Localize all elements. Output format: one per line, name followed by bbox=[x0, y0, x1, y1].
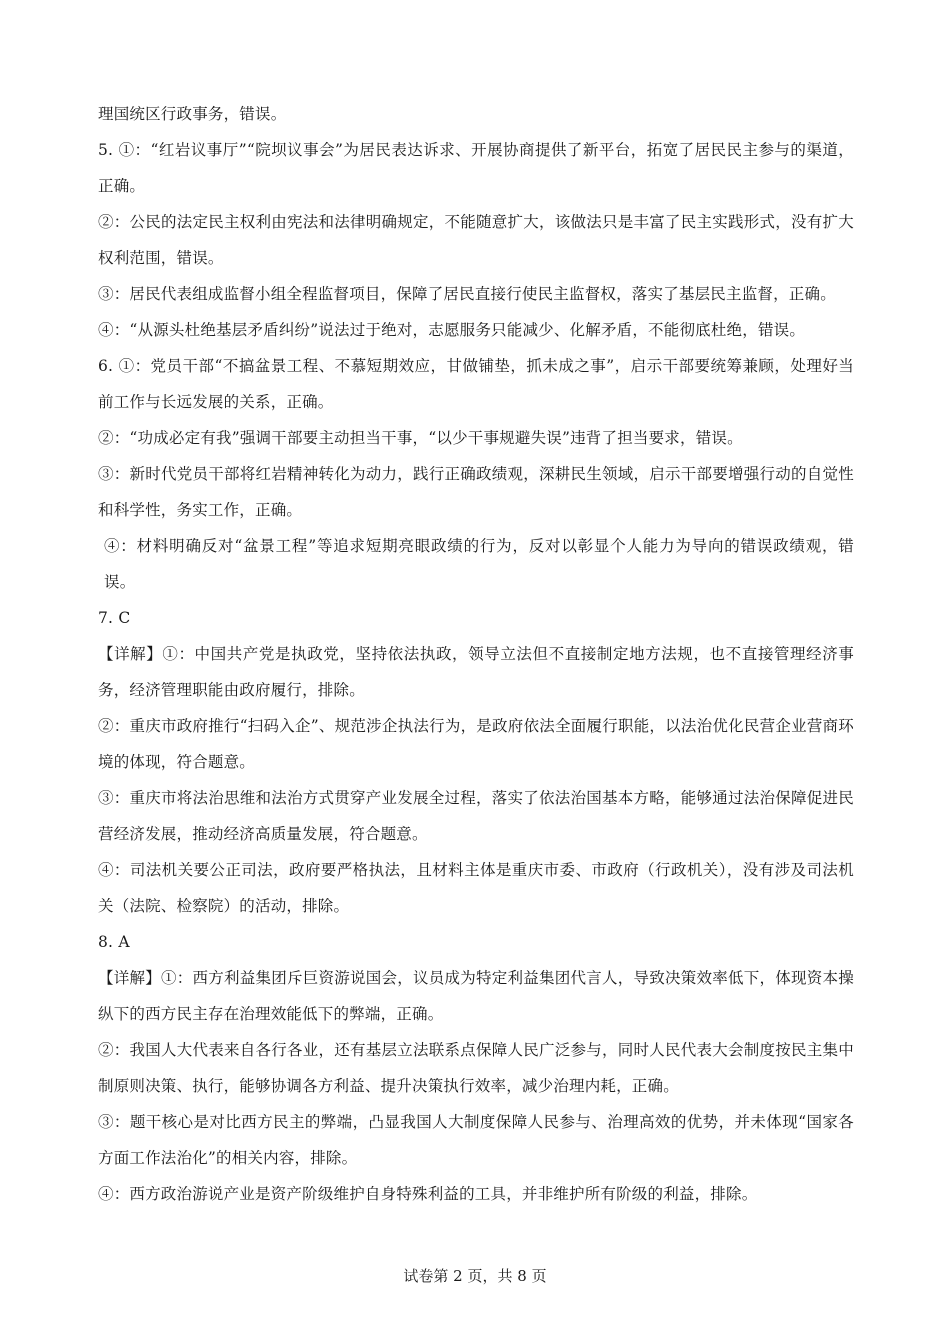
answer-5-item-1: 5. ①：“红岩议事厅”“院坝议事会”为居民表达诉求、开展协商提供了新平台，拓宽了居民民主参与的渠道，正确。 bbox=[98, 141, 854, 195]
document-body bbox=[98, 96, 854, 1212]
answer-8-detail-3: ③：题干核心是对比西方民主的弊端，凸显我国人大制度保障人民参与、治理高效的优势，并未体现“国家各方面工作法治化”的相关内容，排除。 bbox=[98, 1113, 854, 1167]
page-footer: 试卷第 2 页，共 8 页 bbox=[403, 1267, 547, 1285]
answer-5-item-2: ②：公民的法定民主权利由宪法和法律明确规定，不能随意扩大，该做法只是丰富了民主实践形式，没有扩大权利范围，错误。 bbox=[98, 213, 854, 267]
answer-6-item-2: ②：“功成必定有我”强调干部要主动担当干事，“以少干事规避失误”违背了担当要求，错误。 bbox=[98, 429, 743, 447]
answer-5-item-3: ③：居民代表组成监督小组全程监督项目，保障了居民直接行使民主监督权，落实了基层民主监督，正确。 bbox=[98, 285, 836, 303]
answer-6-item-3: ③：新时代党员干部将红岩精神转化为动力，践行正确政绩观，深耕民生领域，启示干部要增强行动的自觉性和科学性，务实工作，正确。 bbox=[98, 465, 854, 519]
answer-5-item-4: ④：“从源头杜绝基层矛盾纠纷”说法过于绝对，志愿服务只能减少、化解矛盾，不能彻底杜绝，错误。 bbox=[98, 321, 806, 339]
answer-8-heading: 8. A bbox=[98, 933, 130, 951]
answer-6-item-1: 6. ①：党员干部“不搞盆景工程、不慕短期效应，甘做铺垫，抓未成之事”，启示干部要统筹兼顾，处理好当前工作与长远发展的关系，正确。 bbox=[98, 357, 854, 411]
answer-7-heading: 7. C bbox=[98, 609, 131, 627]
answer-8-detail-4: ④：西方政治游说产业是资产阶级维护自身特殊利益的工具，并非维护所有阶级的利益，排除。 bbox=[98, 1185, 758, 1203]
answer-7-detail-4: ④：司法机关要公正司法，政府要严格执法，且材料主体是重庆市委、市政府（行政机关），没有涉及司法机关（法院、检察院）的活动，排除。 bbox=[98, 861, 854, 915]
answer-7-detail-2: ②：重庆市政府推行“扫码入企”、规范涉企执法行为，是政府依法全面履行职能，以法治优化民营企业营商环境的体现，符合题意。 bbox=[98, 717, 854, 771]
answer-8-detail-2: ②：我国人大代表来自各行各业，还有基层立法联系点保障人民广泛参与，同时人民代表大会制度按民主集中制原则决策、执行，能够协调各方利益、提升决策执行效率，减少治理内耗，正确。 bbox=[98, 1041, 854, 1095]
answer-8-detail-1: 【详解】①：西方利益集团斥巨资游说国会，议员成为特定利益集团代言人，导致决策效率低下，体现资本操纵下的西方民主存在治理效能低下的弊端，正确。 bbox=[98, 969, 854, 1023]
answer-7-detail-1: 【详解】①：中国共产党是执政党，坚持依法执政，领导立法但不直接制定地方法规，也不直接管理经济事务，经济管理职能由政府履行，排除。 bbox=[98, 645, 854, 699]
paragraph-line: 理国统区行政事务，错误。 bbox=[98, 105, 287, 123]
answer-7-detail-3: ③：重庆市将法治思维和法治方式贯穿产业发展全过程，落实了依法治国基本方略，能够通过法治保障促进民营经济发展，推动经济高质量发展，符合题意。 bbox=[98, 789, 854, 843]
answer-6-item-4: ④：材料明确反对“盆景工程”等追求短期亮眼政绩的行为，反对以彰显个人能力为导向的错误政绩观，错误。 bbox=[104, 537, 854, 591]
